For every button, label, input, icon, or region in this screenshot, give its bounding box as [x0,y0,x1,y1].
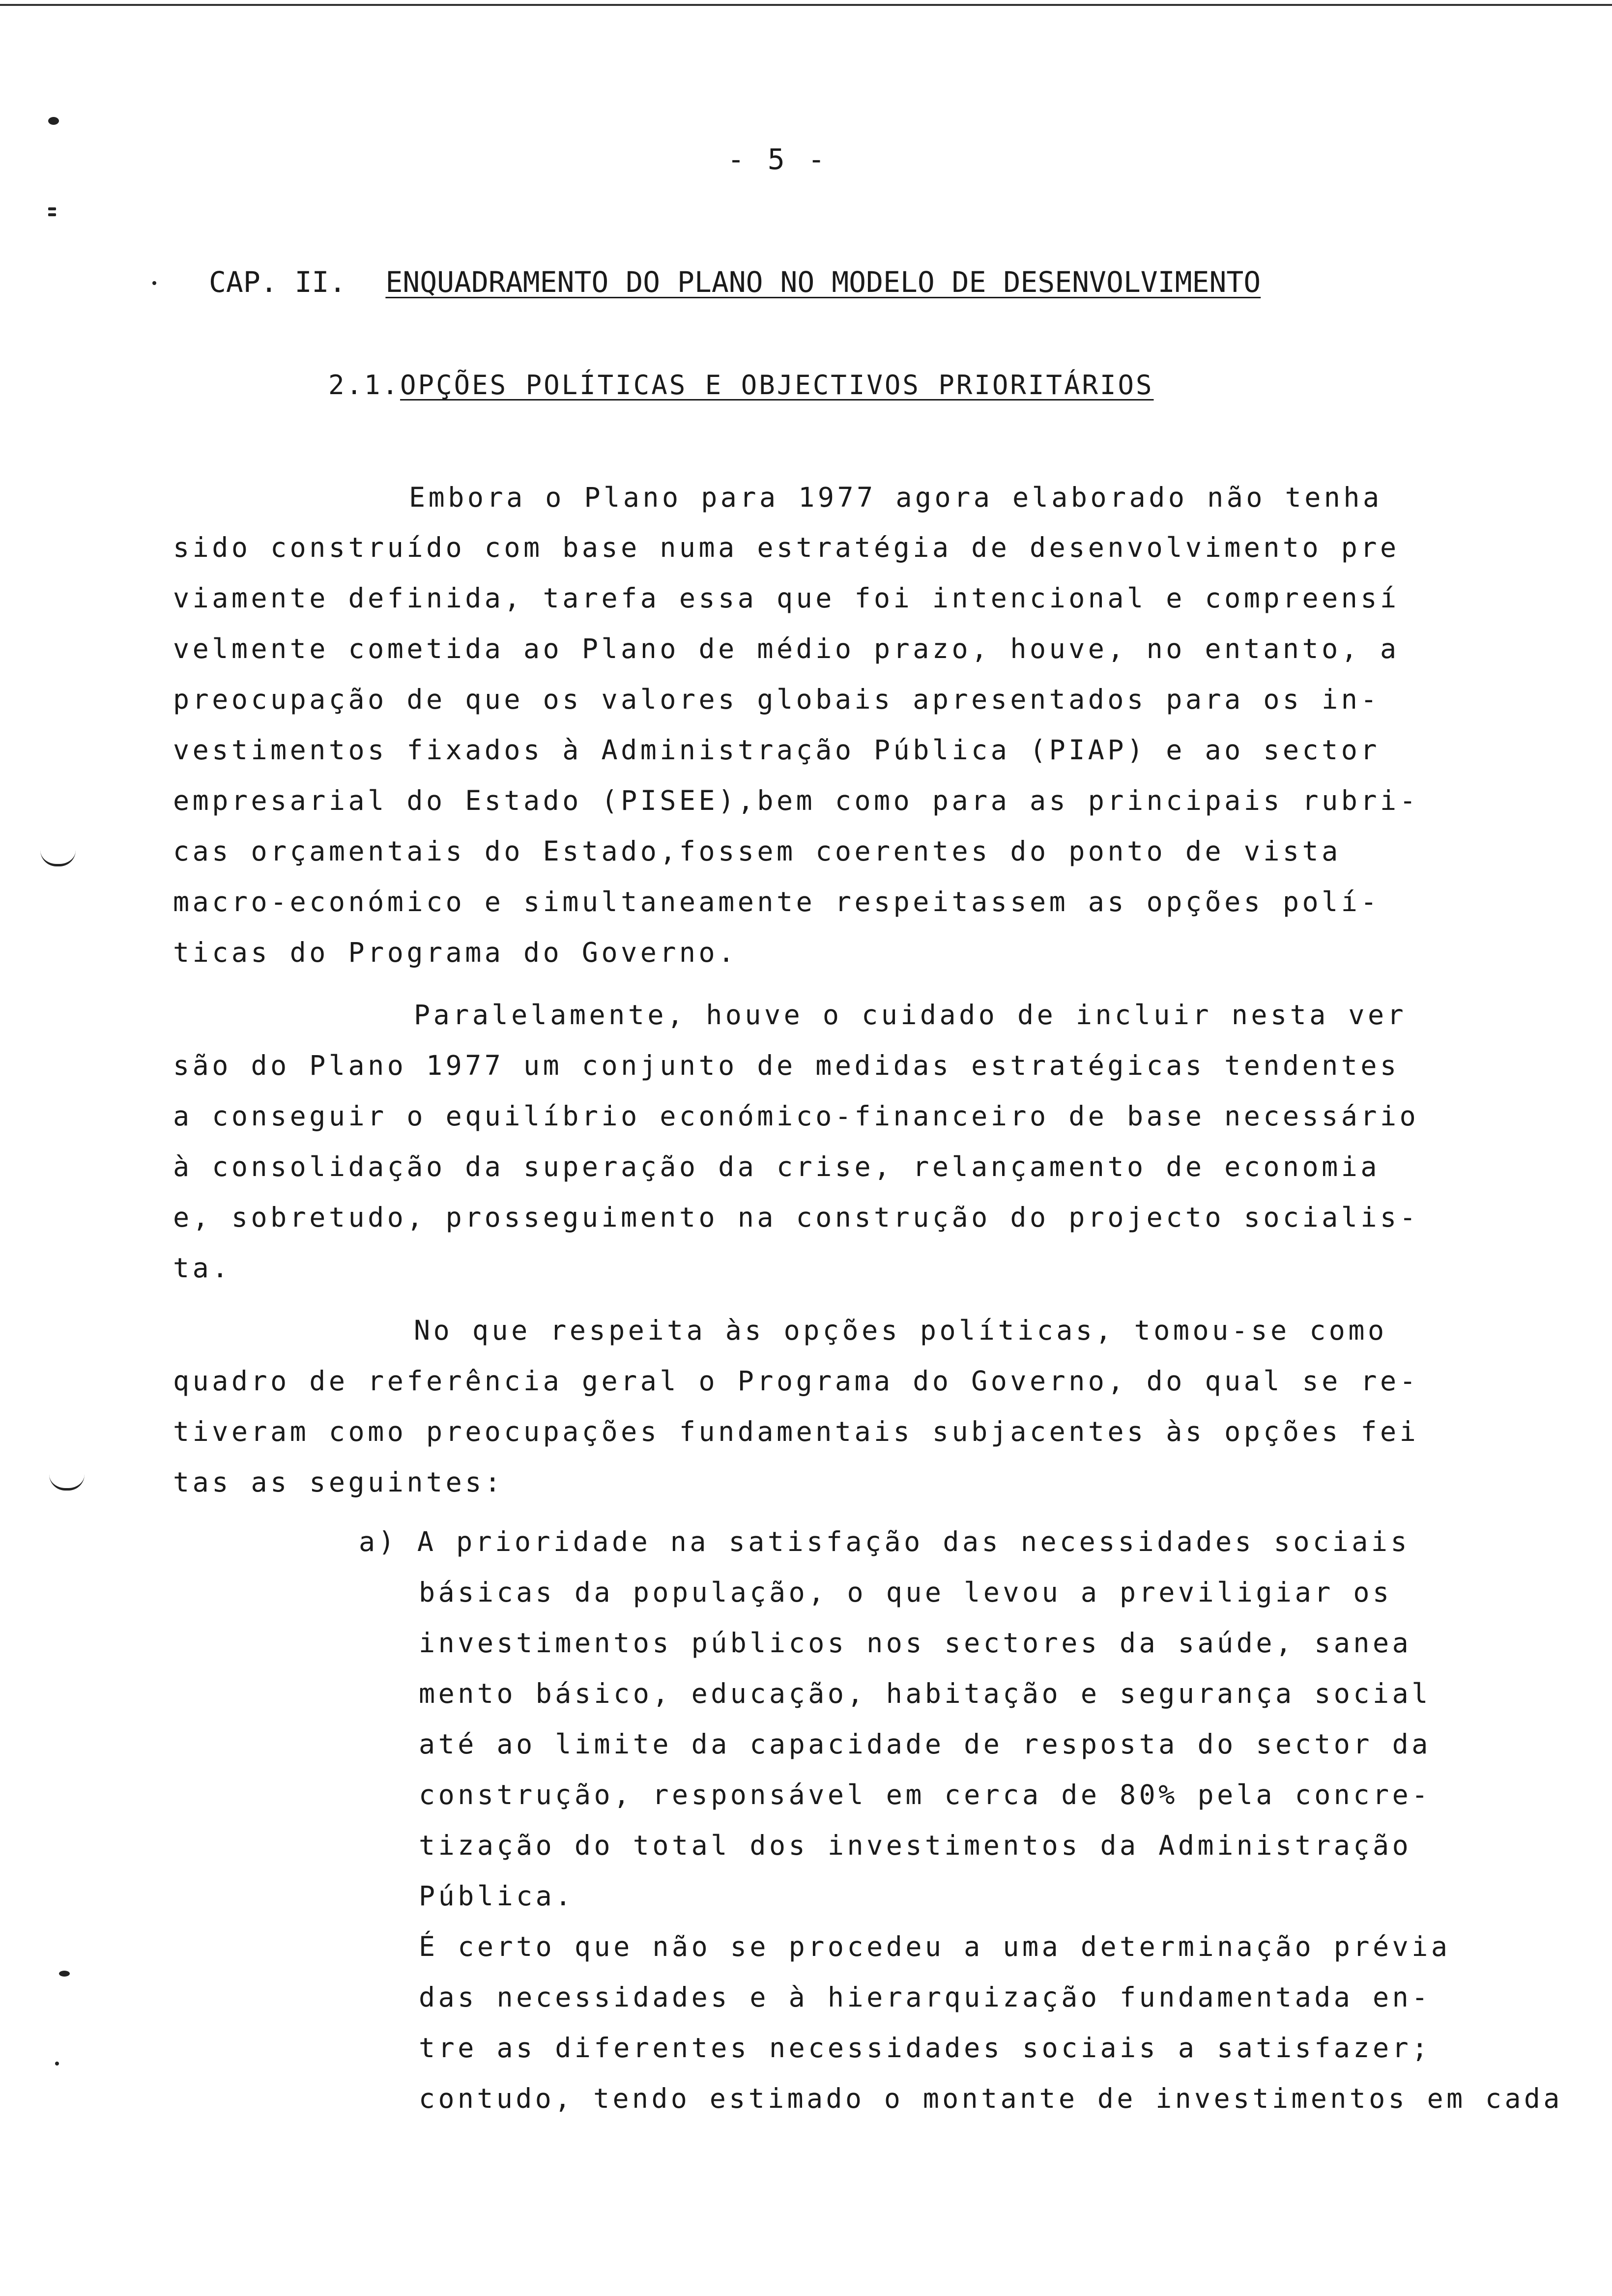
text-line: contudo, tendo estimado o montante de investimentos em cada [419,2083,1563,2114]
text-line: a conseguir o equilíbrio económico-financeiro de base necessário [173,1100,1419,1132]
margin-mark [48,213,56,216]
text-line: à consolidação da superação da crise, relançamento de economia [173,1151,1380,1182]
text-line: ta. [173,1252,231,1284]
chapter-heading [209,265,1261,299]
text-line: das necessidades e à hierarquização fundamentada en- [419,1981,1431,2013]
section-title: OPÇÕES POLÍTICAS E OBJECTIVOS PRIORITÁRIOS [400,370,1154,401]
text-line: Embora o Plano para 1977 agora elaborado não tenha [409,482,1382,513]
text-line: quadro de referência geral o Programa do Governo, do qual se re- [173,1365,1419,1397]
text-line: construção, responsável em cerca de 80% pela concre- [419,1779,1431,1810]
margin-bracket-mark [49,1474,85,1491]
text-line: ticas do Programa do Governo. [173,937,738,968]
text-line: e, sobretudo, prosseguimento na construção do projecto socialis- [173,1202,1419,1233]
margin-mark [152,281,156,285]
text-line: até ao limite da capacidade de resposta do sector da [419,1728,1431,1760]
text-line: tiveram como preocupações fundamentais subjacentes às opções fei [173,1416,1419,1447]
text-line: mento básico, educação, habitação e segurança social [419,1678,1431,1709]
text-line: básicas da população, o que levou a previligiar os [419,1577,1392,1608]
text-line: são do Plano 1977 um conjunto de medidas estratégicas tendentes [173,1050,1400,1081]
text-line: macro-económico e simultaneamente respeitassem as opções polí- [173,886,1380,918]
margin-mark [48,207,56,210]
text-line: empresarial do Estado (PISEE),bem como para as principais rubri- [173,785,1419,816]
text-line: investimentos públicos nos sectores da saúde, sanea [419,1627,1412,1659]
text-line: tas as seguintes: [173,1466,504,1498]
chapter-label: CAP. II. [209,265,346,299]
list-item-a: a) A prioridade na satisfação das necessidades sociais [359,1526,1410,1557]
section-heading [328,370,1154,401]
text-line: Pública. [419,1880,575,1912]
margin-mark [55,2062,59,2066]
top-edge-rule [0,4,1612,6]
chapter-title: ENQUADRAMENTO DO PLANO NO MODELO DE DESENVOLVIMENTO [385,265,1261,299]
margin-mark [48,117,59,125]
text-line: tre as diferentes necessidades sociais a satisfazer; [419,2032,1431,2064]
text-line: Paralelamente, houve o cuidado de incluir nesta ver [414,999,1407,1031]
margin-mark [59,1971,70,1977]
page-number: - 5 - [727,143,828,176]
text-line: vestimentos fixados à Administração Pública (PIAP) e ao sector [173,734,1380,766]
text-line: preocupação de que os valores globais apresentados para os in- [173,684,1380,715]
margin-bracket-mark [40,850,76,866]
section-number: 2.1. [328,370,401,401]
text-line: sido construído com base numa estratégia de desenvolvimento pre [173,532,1400,563]
text-line: tização do total dos investimentos da Administração [419,1830,1412,1861]
text-line: É certo que não se procedeu a uma determinação prévia [419,1931,1451,1962]
text-line: No que respeita às opções políticas, tomou-se como [414,1315,1387,1346]
text-line: cas orçamentais do Estado,fossem coerentes do ponto de vista [173,835,1341,867]
text-line: velmente cometida ao Plano de médio prazo, houve, no entanto, a [173,633,1400,664]
text-line: viamente definida, tarefa essa que foi intencional e compreensí [173,582,1400,614]
